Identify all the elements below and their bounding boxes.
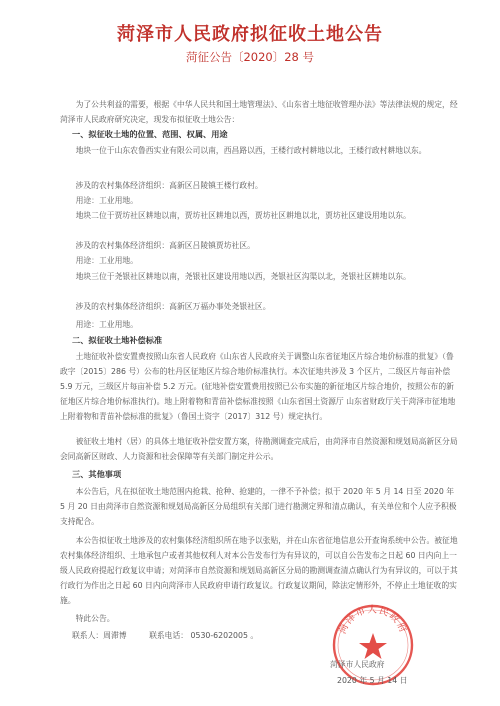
contact-person: 联系人：周滞博 [72,631,127,640]
section-3-heading: 三、其他事项 [72,469,122,479]
parcel-2-location: 地块二位于贾坊社区耕地以南，贾坊社区耕地以西，贾坊社区耕地以北，贾坊社区建设用地以东。 [75,211,411,220]
parcel-1-organization: 涉及的农村集体经济组织：高新区吕陵镇王楼行政村。 [75,181,263,190]
parcel-2-organization: 涉及的农村集体经济组织：高新区吕陵镇贾坊社区。 [75,241,255,250]
compensation-standard-paragraph: 土地征收补偿安置费按照山东省人民政府《山东省人民政府关于调整山东省征地区片综合地价标准的批复》（鲁政字〔2015〕286 号）公布的牡丹区征地区片综合地价标准执行。本次征地共涉及 3 个区片，二级区片每亩补偿 5.9 万元，三级区片每亩补偿 5.2 万元。(征地补偿安置费用按照已公布实施的新征地区片综合地价，按照公布的新征地区片综合地价标准执行)。地上附着物和青苗补偿标准按照《山东省国土资源厅 山东省财政厅关于菏泽市征地地上附着物和青苗补偿标准的批复》（鲁国土资字〔2017〕312 号）规定执行。 [60,352,456,421]
seal-star-icon [359,633,387,659]
resettlement-plan-paragraph: 被征收土地村（居）的具体土地征收补偿安置方案，待勘测调查完成后，由菏泽市自然资源和规划局高新区分局会同高新区财政、人力资源和社会保障等有关部门制定并公示。 [60,437,458,461]
intro-paragraph: 为了公共利益的需要，根据《中华人民共和国土地管理法》、《山东省土地征收管理办法》等法律法规的规定，经菏泽市人民政府研究决定，现发布拟征收土地公告： [60,100,458,124]
document-number: 菏征公告〔2020〕28 号 [185,50,315,64]
closing-remark: 特此公告。 [75,614,115,623]
svg-text:菏泽市人民政府 [336,603,410,635]
parcel-3-location: 地块三位于尧银社区耕地以南，尧银社区建设用地以西，尧银社区沟渠以北，尧银社区耕地以东。 [75,272,411,281]
parcel-1-location: 地块一位于山东农鲁西实业有限公司以南，西昌路以西，王楼行政村耕地以北，王楼行政村耕地以东。 [75,146,427,155]
objection-paragraph: 本公告拟征收土地涉及的农村集体经济组织所在地予以张贴，并在山东省征地信息公开查询系统中公告。被征地农村集体经济组织、土地承包户或者其他权利人对本公告发布行为有异议的，可以自公告发布之日起 60 日内向上一级人民政府提起行政复议申请；对菏泽市自然资源和规划局高新区分局的勘测调查清点确认行为有异议的，可以于其行政行为作出之日起 60 日内向菏泽市人民政府申请行政复议。行政复议期间，除法定情形外，不停止土地征收的实施。 [60,536,458,605]
signature-organization: 菏泽市人民政府 [330,660,385,669]
section-1-heading: 一、拟征收土地的位置、范围、权属、用途 [72,129,228,139]
seal-text: 菏泽市人民政府 [337,604,409,636]
signature-date: 2020 年 5 月 14 日 [337,676,408,685]
parcel-2-use: 用途：工业用地。 [75,256,138,265]
parcel-3-organization: 涉及的农村集体经济组织：高新区万福办事处尧银社区。 [75,302,271,311]
contact-line [72,630,258,641]
no-compensation-paragraph: 本公告后，凡在拟征收土地范围内抢栽、抢种、抢建的，一律不予补偿；拟于 2020 年 5 月 14 日至 2020 年 5 月 20 日由菏泽市自然资源和规划局高新区分局组织有关部门进行勘测定界和清点确认，有关单位和个人应予积极支持配合。 [60,487,457,526]
contact-phone: 联系电话： 0530-6202005 。 [149,631,259,640]
document-title: 菏泽市人民政府拟征收土地公告 [117,24,383,45]
parcel-3-use: 用途：工业用地。 [75,320,138,329]
parcel-1-use: 用途：工业用地。 [75,196,138,205]
section-2-heading: 二、拟征收土地补偿标准 [72,335,163,345]
